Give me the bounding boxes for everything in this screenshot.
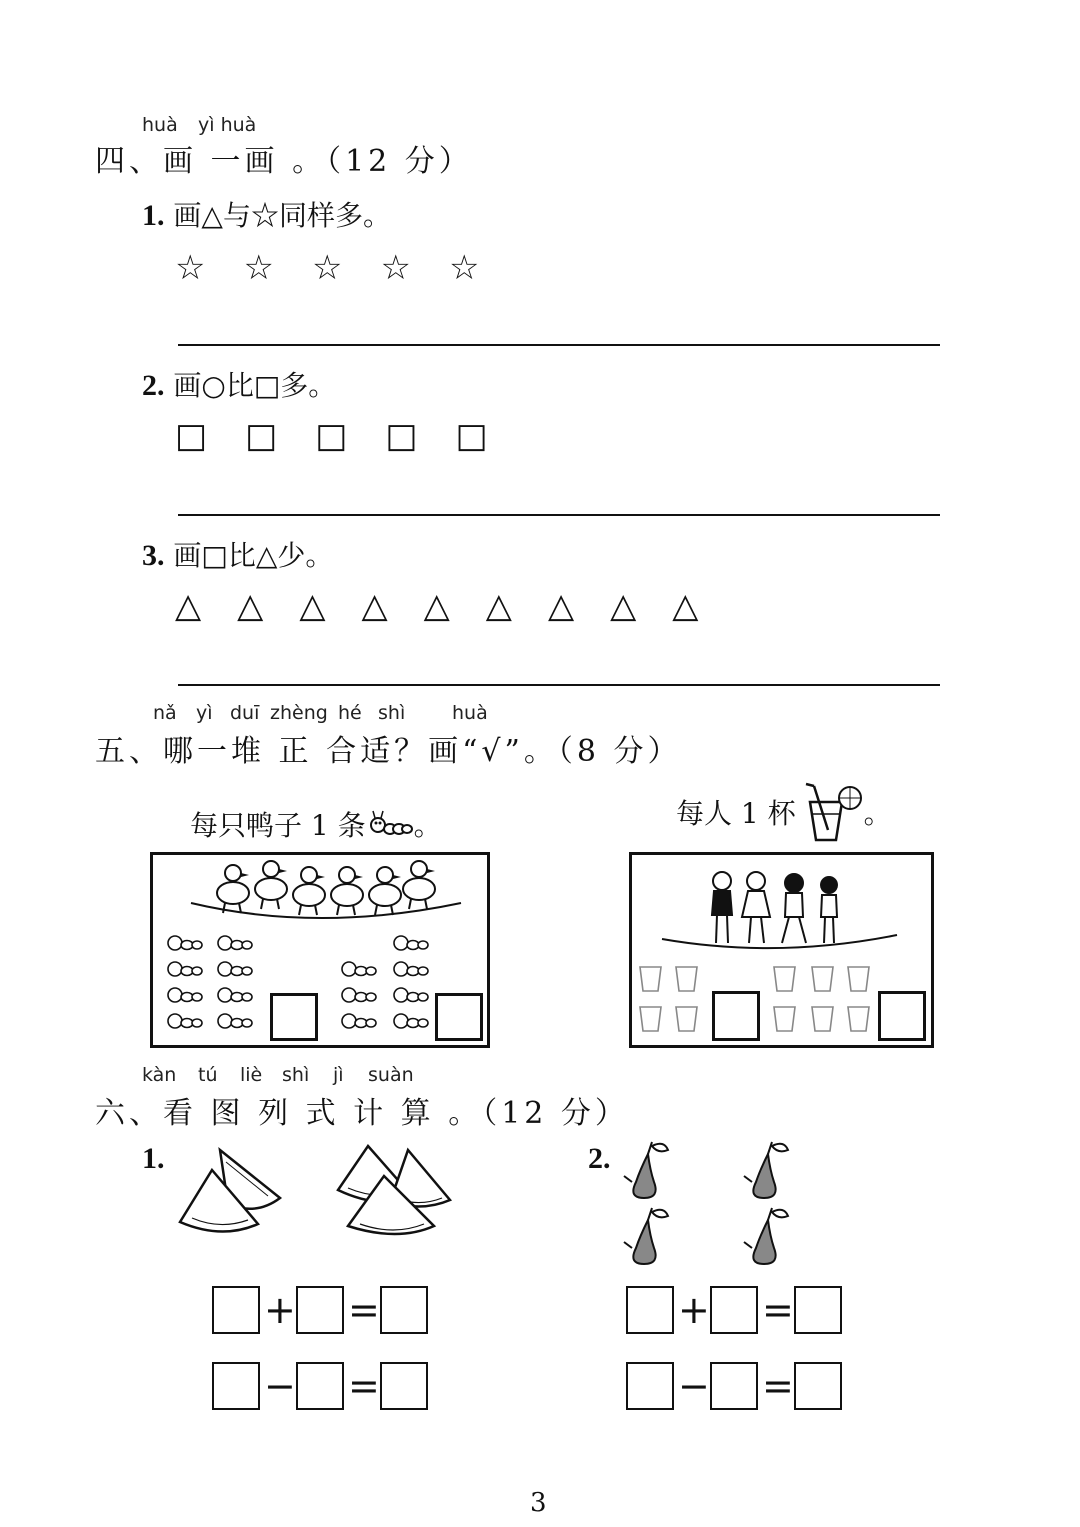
section5-pinyin: yì [196, 702, 213, 724]
cup-pile-right [774, 967, 869, 1031]
q6-2-add-box-1[interactable] [626, 1286, 674, 1334]
section5-pinyin: hé [338, 702, 362, 724]
q6-1-sub-box-2[interactable] [296, 1362, 344, 1410]
q4-3-answer-line[interactable] [178, 684, 940, 686]
duck-icon [217, 865, 249, 913]
q6-1-sub-box-1[interactable] [212, 1362, 260, 1410]
triangle-icon: △ [175, 586, 202, 626]
square-icon: □ [245, 416, 278, 456]
answer-box-cup-right[interactable] [878, 991, 926, 1041]
section6-pinyin: kàn [142, 1064, 177, 1086]
q6-1-sub-box-3[interactable] [380, 1362, 428, 1410]
q4-3-number: 3. [142, 539, 165, 572]
q6-1-number [142, 1142, 165, 1176]
triangle-icon: △ [547, 586, 575, 626]
caterpillar-icon [370, 807, 414, 841]
pear-icon [744, 1208, 788, 1264]
cup-caption [676, 780, 892, 844]
triangle-icon: △ [423, 586, 450, 626]
section5-score: （8 分） [557, 734, 682, 769]
q4-2-squares [175, 416, 488, 456]
juice-glass-icon [802, 780, 864, 844]
section6-pinyin: jì [333, 1064, 344, 1086]
answer-box-caterpillar-left[interactable] [270, 993, 318, 1041]
plus-sign: + [264, 1288, 296, 1332]
section5-pinyin: shì [378, 702, 406, 724]
section4-heading [95, 136, 473, 180]
q6-2-number [588, 1142, 611, 1176]
triangle-icon: △ [361, 586, 388, 626]
q4-3-prompt [142, 534, 333, 574]
q6-2-sub-box-2[interactable] [710, 1362, 758, 1410]
child-icon [821, 877, 837, 943]
section6-pinyin: liè [240, 1064, 263, 1086]
duck-icon [369, 867, 401, 915]
section5-pinyin: huà [452, 702, 488, 724]
q4-3-triangles [175, 586, 698, 626]
star-icon: ☆ [380, 248, 411, 288]
equals-sign: = [348, 1288, 380, 1332]
triangle-icon: △ [485, 586, 512, 626]
section5-pinyin: duī [230, 702, 260, 724]
triangle-icon: △ [299, 586, 326, 626]
star-icon: ☆ [175, 248, 206, 288]
q6-2-add-box-2[interactable] [710, 1286, 758, 1334]
caterpillar-pile-left [168, 936, 252, 1028]
equals-sign: = [762, 1364, 794, 1408]
star-icon: ☆ [311, 248, 343, 288]
pear-icon [624, 1142, 668, 1198]
star-icon: ☆ [448, 248, 480, 288]
pear-icon [624, 1208, 668, 1264]
section4-score: （12 分） [326, 144, 473, 179]
section6-title: 六、看 图 列 式 计 算 。 [95, 1096, 483, 1131]
section5-title: 五、哪一堆 正 合适？画“√”。 [95, 734, 558, 769]
plus-sign: + [678, 1288, 710, 1332]
q6-1-add-box-2[interactable] [296, 1286, 344, 1334]
q4-1-stars [175, 248, 479, 288]
q6-1-number-text: 1. [142, 1142, 165, 1175]
q4-2-answer-line[interactable] [178, 514, 940, 516]
q4-1-number: 1. [142, 199, 165, 232]
page-number: 3 [530, 1488, 547, 1518]
q6-2-add-box-3[interactable] [794, 1286, 842, 1334]
square-icon: □ [455, 416, 488, 456]
star-icon: ☆ [243, 248, 274, 288]
section5-heading [95, 726, 682, 770]
answer-box-caterpillar-right[interactable] [435, 993, 483, 1041]
q4-1-answer-line[interactable] [178, 344, 940, 346]
caterpillar-pile-right [342, 936, 428, 1028]
watermelon-illustration [172, 1140, 462, 1250]
square-icon: □ [175, 416, 208, 456]
section6-pinyin: shì [282, 1064, 310, 1086]
section5-pinyin: zhèng [270, 702, 328, 724]
q6-1-add-box-1[interactable] [212, 1286, 260, 1334]
children-group [712, 872, 837, 943]
q4-2-text: 画○比□多。 [173, 369, 337, 402]
q4-2-number: 2. [142, 369, 165, 402]
child-icon [782, 874, 806, 943]
duck-icon [403, 861, 435, 909]
q6-2-subtraction-row [626, 1362, 842, 1410]
duck-picture-frame [150, 852, 490, 1048]
cup-caption-text: 每人 1 杯 [676, 797, 796, 830]
square-icon: □ [385, 416, 418, 456]
answer-box-cup-left[interactable] [712, 991, 760, 1041]
minus-sign: − [264, 1364, 296, 1408]
section5-pinyin: nǎ [153, 702, 177, 724]
duck-caption-text: 每只鸭子 1 条 [190, 809, 366, 842]
q4-3-text: 画□比△少。 [173, 539, 334, 572]
section4-pinyin-hua: huà [142, 114, 178, 136]
q6-1-subtraction-row [212, 1362, 428, 1410]
q6-1-addition-row [212, 1286, 428, 1334]
q4-2-prompt [142, 364, 336, 404]
triangle-icon: △ [237, 586, 264, 626]
duck-icon [293, 867, 325, 915]
triangle-icon: △ [672, 586, 699, 626]
triangle-icon: △ [610, 586, 637, 626]
duck-caption-period: 。 [413, 809, 442, 842]
section6-pinyin: suàn [368, 1064, 414, 1086]
q4-1-prompt [142, 194, 391, 234]
section6-heading [95, 1088, 629, 1132]
duck-icon [331, 867, 363, 915]
q6-2-sub-box-1[interactable] [626, 1362, 674, 1410]
cup-pile-left [640, 967, 697, 1031]
equals-sign: = [762, 1288, 794, 1332]
cup-picture-frame [629, 852, 934, 1048]
square-icon: □ [315, 416, 348, 456]
equals-sign: = [348, 1364, 380, 1408]
duck-caption [190, 804, 442, 844]
section4-pinyin-yihua: yì huà [198, 114, 257, 136]
q4-1-text: 画△与☆同样多。 [173, 199, 391, 232]
section6-pinyin: tú [198, 1064, 218, 1086]
duck-icon [255, 861, 287, 909]
child-icon [712, 872, 732, 943]
pear-icon [744, 1142, 788, 1198]
cup-caption-period: 。 [863, 797, 892, 830]
child-icon [742, 872, 770, 943]
q6-2-sub-box-3[interactable] [794, 1362, 842, 1410]
q6-2-addition-row [626, 1286, 842, 1334]
section4-title: 四、画 一画 。 [95, 144, 327, 179]
pears-illustration [618, 1136, 818, 1276]
section6-score: （12 分） [482, 1096, 629, 1131]
q6-1-add-box-3[interactable] [380, 1286, 428, 1334]
minus-sign: − [678, 1364, 710, 1408]
q6-2-number-text: 2. [588, 1142, 611, 1175]
